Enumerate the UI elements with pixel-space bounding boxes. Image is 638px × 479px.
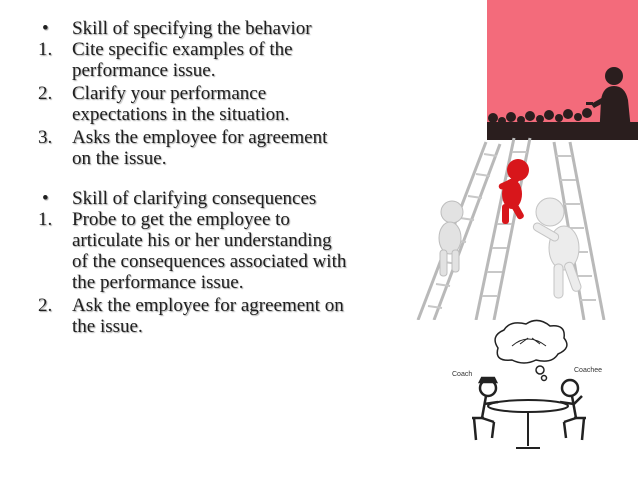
speaker-crowd-image	[487, 0, 638, 140]
coach-coachee-icon	[428, 318, 638, 458]
item-number: 1.	[38, 209, 53, 230]
item-line: Probe to get the employee to	[72, 209, 290, 230]
item-number: 2.	[38, 295, 53, 316]
section1-heading	[38, 18, 408, 39]
section2-item-1	[38, 209, 408, 293]
item-line: the performance issue.	[72, 272, 244, 293]
coaching-illustration	[428, 318, 638, 458]
crowd-silhouette-icon	[487, 0, 638, 140]
item-line: performance issue.	[72, 60, 216, 81]
item-line: on the issue.	[72, 148, 167, 169]
item-line: Ask the employee for agreement on	[72, 295, 344, 316]
section2-item-2	[38, 295, 408, 337]
item-line: Clarify your performance	[72, 83, 267, 104]
section2-heading	[38, 188, 408, 209]
section1-item-3	[38, 127, 408, 169]
bullet-marker: •	[42, 18, 49, 39]
item-line: of the consequences associated with	[72, 251, 347, 272]
section1-item-2	[38, 83, 408, 125]
item-number: 3.	[38, 127, 53, 148]
ladder-climbers-image	[414, 136, 638, 320]
section1-item-1	[38, 39, 408, 81]
section1-heading-text: Skill of specifying the behavior	[72, 18, 312, 39]
ladder-climbers-icon	[414, 136, 638, 320]
coachee-label: Coachee	[574, 367, 603, 374]
item-line: expectations in the situation.	[72, 104, 290, 125]
coach-label: Coach	[452, 371, 473, 378]
section2-heading-text: Skill of clarifying consequences	[72, 188, 317, 209]
bullet-marker: •	[42, 188, 49, 209]
item-number: 2.	[38, 83, 53, 104]
item-line: Asks the employee for agreement	[72, 127, 328, 148]
item-line: the issue.	[72, 316, 143, 337]
item-line: articulate his or her understanding	[72, 230, 332, 251]
slide-text	[38, 18, 408, 337]
item-number: 1.	[38, 39, 53, 60]
item-line: Cite specific examples of the	[72, 39, 293, 60]
